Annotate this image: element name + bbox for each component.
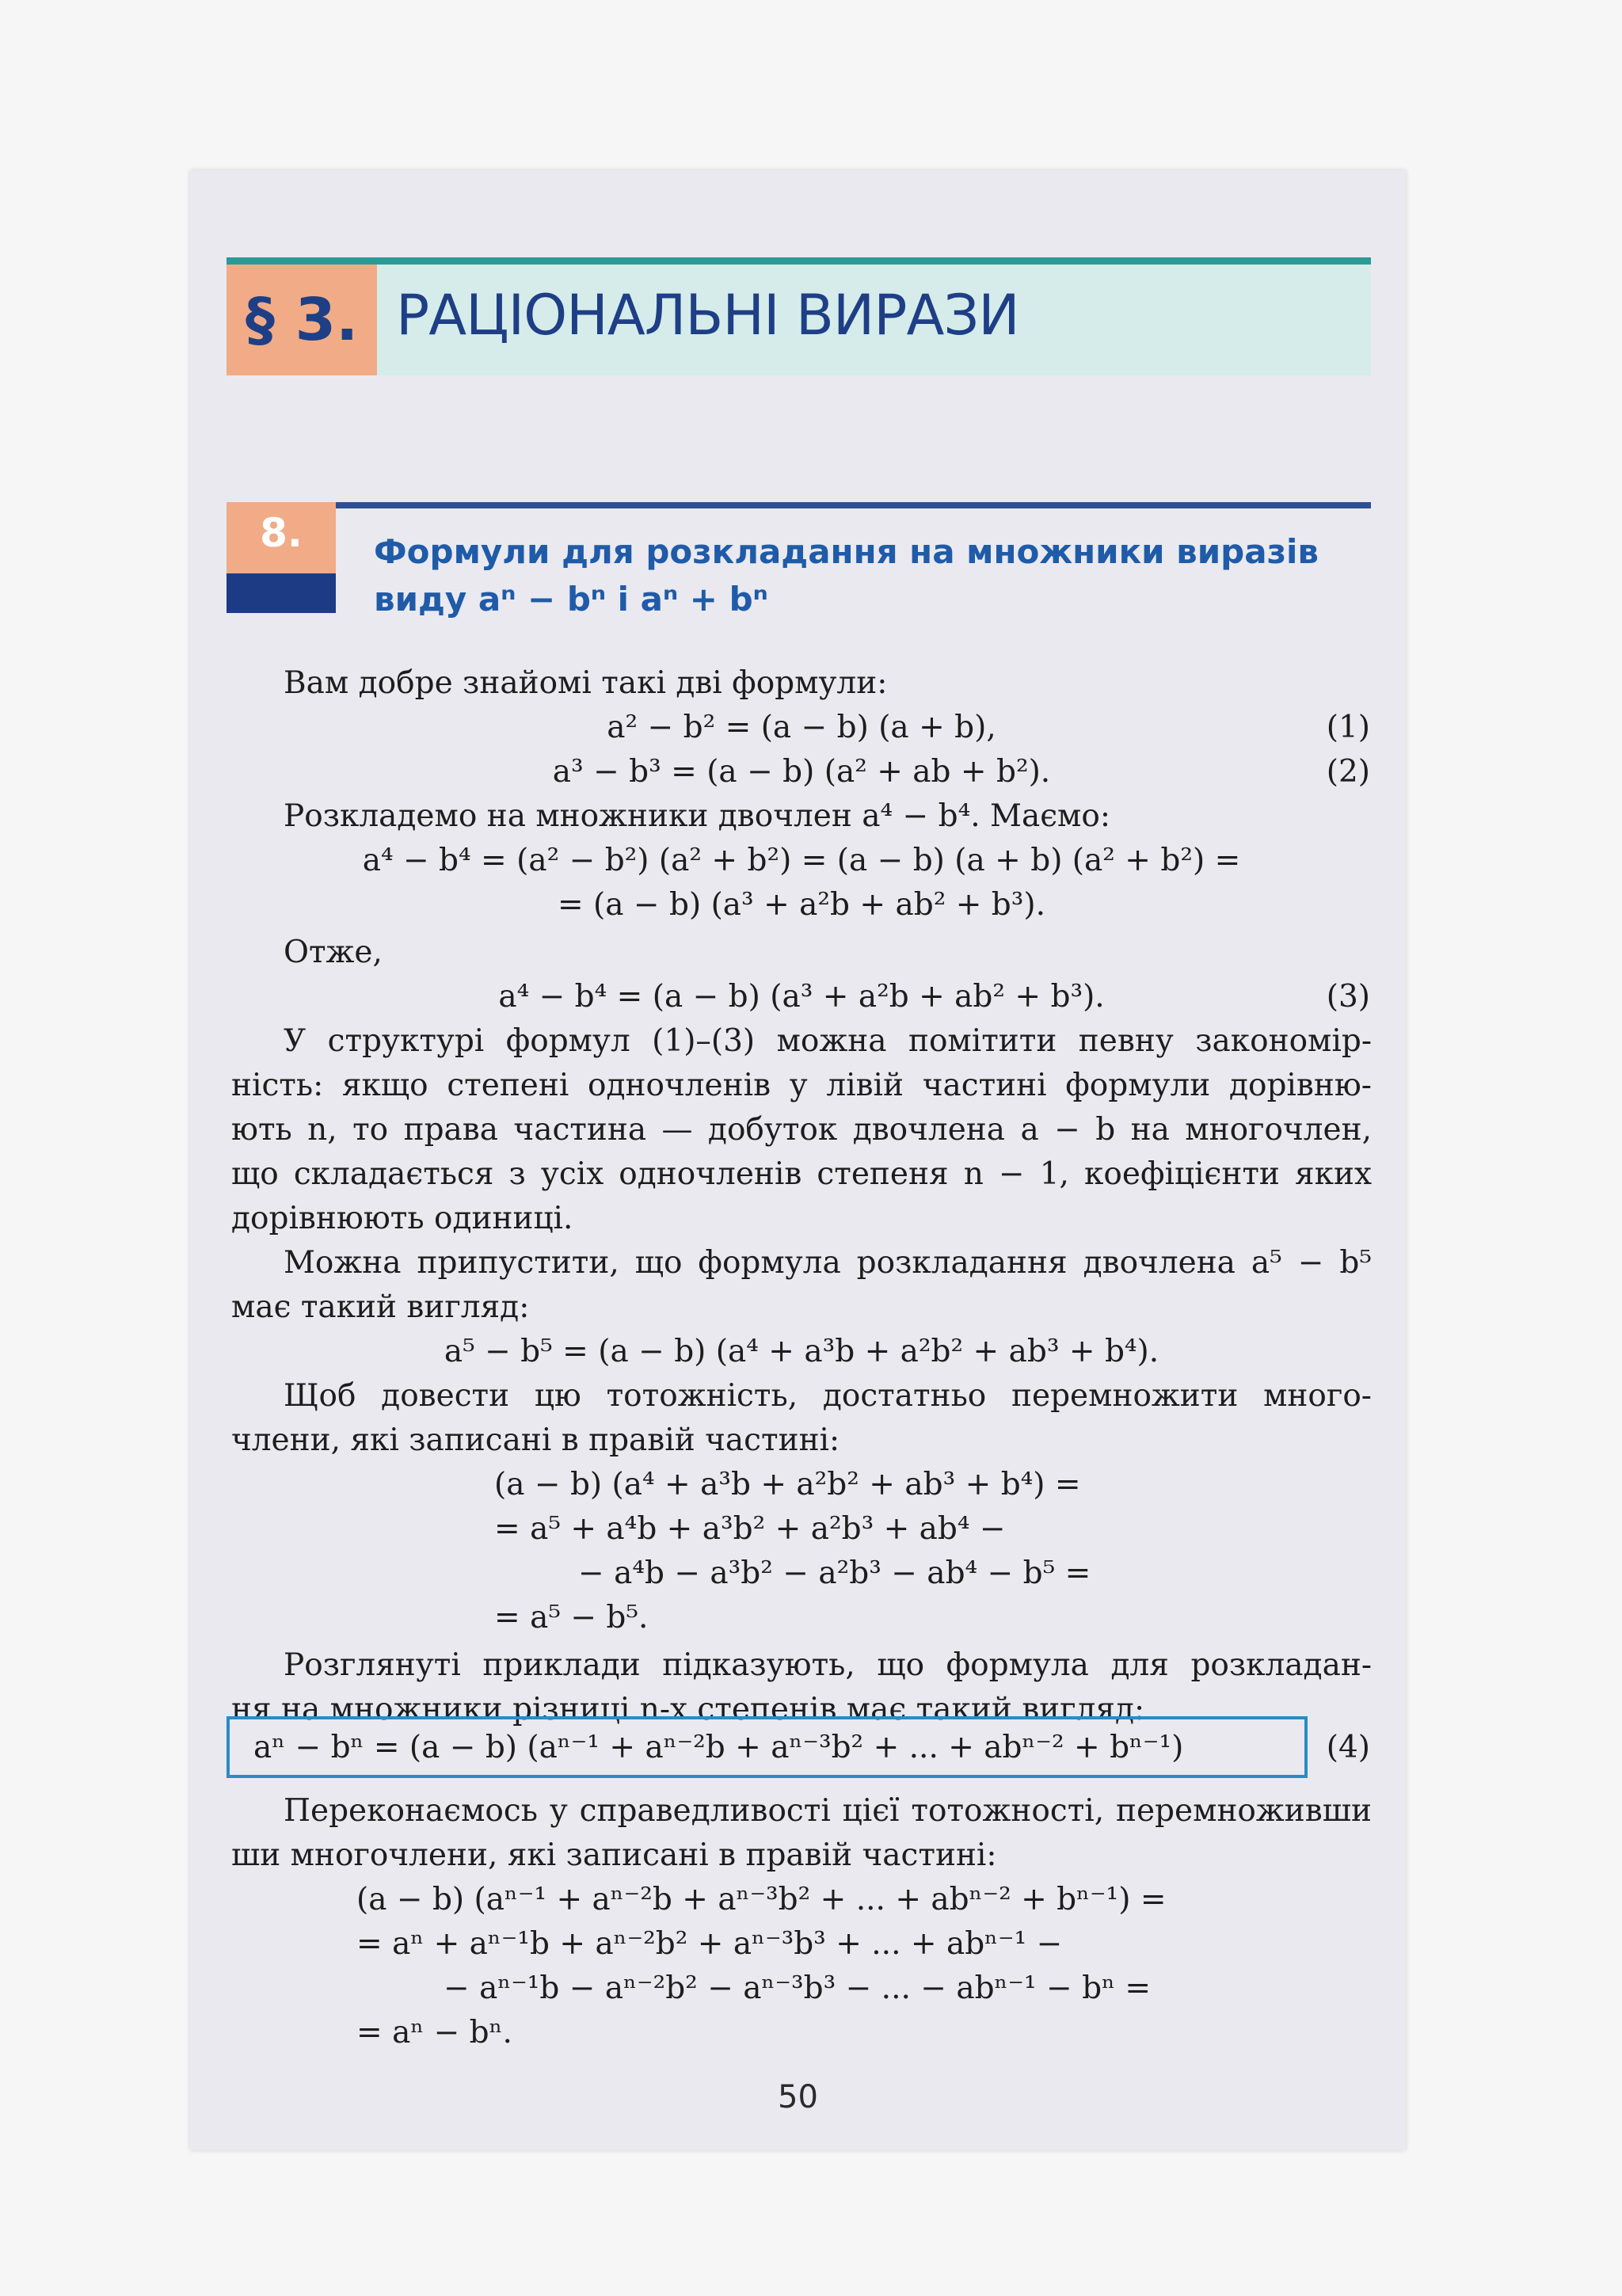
formula-line: a⁵ − b⁵ = (a − b) (a⁴ + a³b + a²b² + ab³ + b⁴). (444, 1334, 1159, 1369)
text-line: ши многочлени, які записані в правій частині: (231, 1837, 997, 1873)
section-top-rule (227, 257, 1371, 265)
book-page (190, 170, 1406, 2150)
text-line: ня на множники різниці n-х степенів має такий вигляд: (231, 1692, 1145, 1727)
formula-line (231, 706, 1372, 750)
subsection-title-line-1: Формули для розкладання на множники виразів (374, 532, 1319, 571)
text-line: У структурі формул (1)–(3) можна помітити певну закономір- (284, 1023, 1372, 1059)
subsection-number: 8. (227, 502, 336, 573)
formula-line (231, 750, 1372, 794)
formula-2: a³ − b³ = (a − b) (a² + ab + b²). (552, 754, 1051, 790)
text-line: має такий вигляд: (231, 1289, 530, 1325)
page-number: 50 (778, 2079, 818, 2115)
formula-line: (a − b) (aⁿ⁻¹ + aⁿ⁻²b + aⁿ⁻³b² + ... + abⁿ⁻² + bⁿ⁻¹) = (356, 1882, 1167, 1917)
text-line: Розглянуті приклади підказують, що формула для розкладан- (284, 1647, 1372, 1683)
text-line: дорівнюють одиниці. (231, 1201, 573, 1236)
text-line: Вам добре знайомі такі дві формули: (284, 665, 888, 701)
formula-line: = a⁵ − b⁵. (494, 1600, 649, 1635)
text-line: ють n, то права частина — добуток двочлена a − b на многочлен, (231, 1112, 1372, 1148)
formula-1: a² − b² = (a − b) (a + b), (607, 710, 996, 745)
formula-line: = (a − b) (a³ + a²b + ab² + b³). (557, 887, 1046, 923)
equation-number-1: (1) (1326, 710, 1370, 745)
text-line: Отже, (284, 935, 383, 970)
text-line: Розкладемо на множники двочлен a⁴ − b⁴. Маємо: (284, 798, 1110, 834)
section-number: § 3. (227, 265, 377, 375)
formula-line: = aⁿ − bⁿ. (356, 2015, 512, 2050)
formula-line: = a⁵ + a⁴b + a³b² + a²b³ + ab⁴ − (494, 1511, 1006, 1547)
text-line: Можна припустити, що формула розкладання двочлена a⁵ − b⁵ (284, 1245, 1372, 1281)
text-line: Переконаємось у справедливості цієї тотожності, перемноживши (284, 1793, 1372, 1829)
formula-line (231, 975, 1372, 1019)
formula-line: = aⁿ + aⁿ⁻¹b + aⁿ⁻²b² + aⁿ⁻³b³ + ... + abⁿ⁻¹ − (356, 1926, 1063, 1962)
formula-4: aⁿ − bⁿ = (a − b) (aⁿ⁻¹ + aⁿ⁻²b + aⁿ⁻³b² + ... + abⁿ⁻² + bⁿ⁻¹) (253, 1730, 1184, 1765)
text-line: ність: якщо степені одночленів у лівій частині формули дорівню- (231, 1068, 1372, 1103)
subsection-rule (333, 502, 1371, 508)
formula-line: a⁴ − b⁴ = (a² − b²) (a² + b²) = (a − b) (a + b) (a² + b²) = (362, 843, 1241, 878)
equation-number-3: (3) (1326, 979, 1370, 1015)
formula-3: a⁴ − b⁴ = (a − b) (a³ + a²b + ab² + b³). (498, 979, 1105, 1015)
subsection-title (374, 528, 1356, 623)
equation-number-4: (4) (1326, 1730, 1370, 1765)
equation-number-2: (2) (1326, 754, 1370, 790)
section-title: РАЦІОНАЛЬНІ ВИРАЗИ (396, 283, 1019, 348)
text-line: члени, які записані в правій частині: (231, 1422, 840, 1458)
formula-line: − a⁴b − a³b² − a²b³ − ab⁴ − b⁵ = (578, 1555, 1091, 1591)
formula-line: (a − b) (a⁴ + a³b + a²b² + ab³ + b⁴) = (494, 1467, 1081, 1502)
text-line: Щоб довести цю тотожність, достатньо перемножити много- (284, 1378, 1372, 1414)
text-line: що складається з усіх одночленів степеня n − 1, коефіцієнти яких (231, 1156, 1372, 1192)
formula-line: − aⁿ⁻¹b − aⁿ⁻²b² − aⁿ⁻³b³ − ... − abⁿ⁻¹ − bⁿ = (444, 1970, 1152, 2006)
subsection-title-line-2: виду aⁿ − bⁿ і aⁿ + bⁿ (374, 580, 768, 619)
